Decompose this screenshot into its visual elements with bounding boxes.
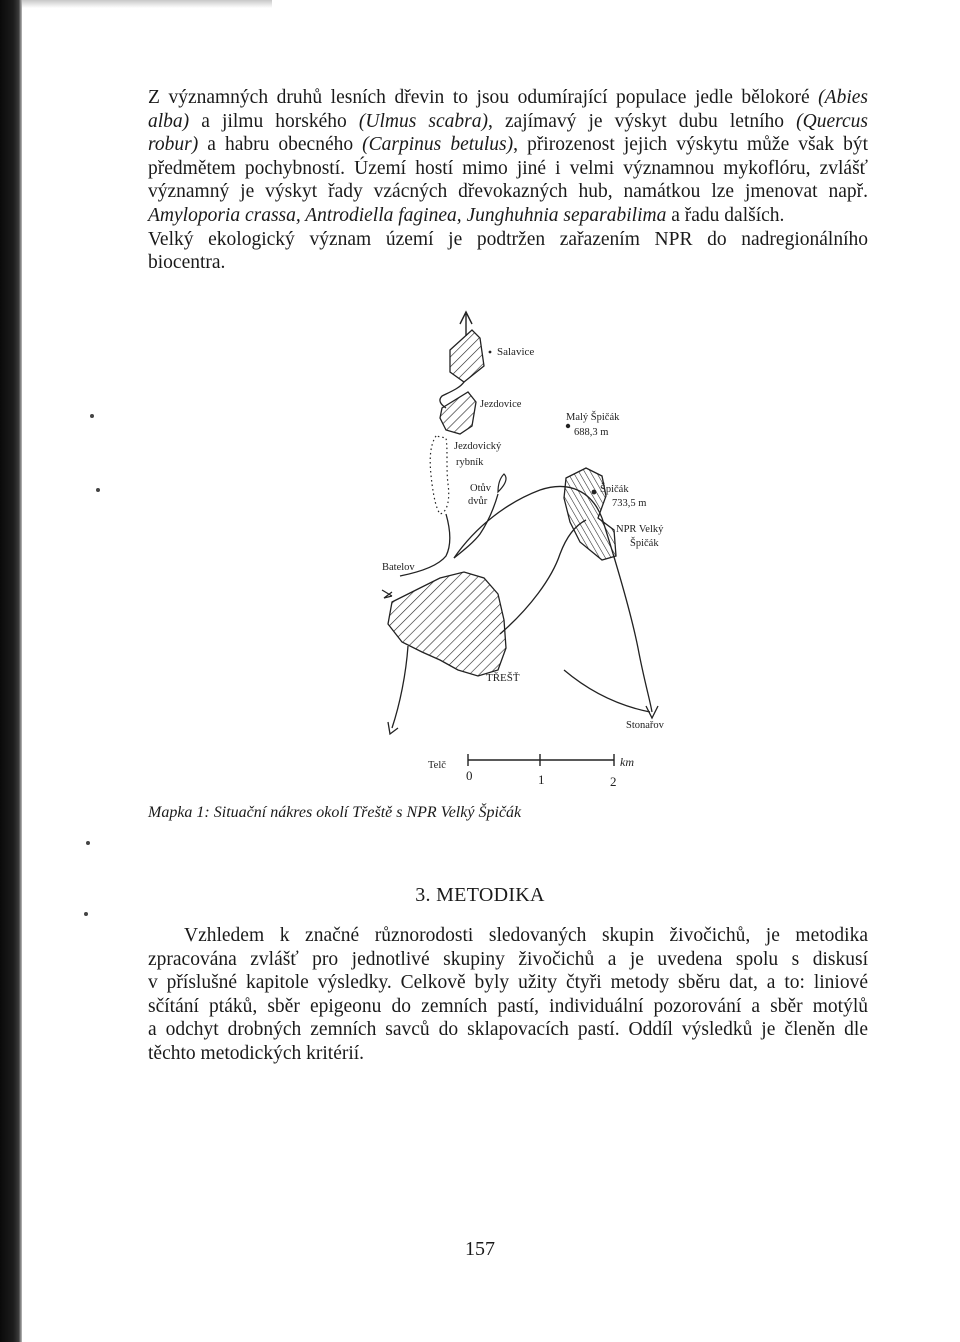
scan-edge-shadow	[0, 0, 22, 1342]
text-line: Vzhledem k značné různorodosti sledovaných skupin živočichů, je metodika	[184, 925, 868, 946]
scan-speck	[96, 488, 100, 492]
text-line: v příslušné kapitole výsledky. Celkově byly užity čtyři metody sběru dat, a to: liniové	[148, 972, 868, 994]
text-line: robur) a habru obecného (Carpinus betulus), přirozenost jejich výskytu může však být	[148, 134, 868, 156]
scale-zero: 0	[466, 768, 473, 783]
jezdovicky-label: Jezdovický	[454, 441, 502, 452]
npr-label: NPR Velký	[616, 524, 664, 535]
otuv-label: Otův	[470, 483, 491, 494]
scale-two: 2	[610, 774, 617, 789]
map-caption: Mapka 1: Situační nákres okolí Třeště s NPR Velký Špičák	[148, 804, 522, 821]
scale-one: 1	[538, 772, 545, 787]
maly-spicak-altitude: 688,3 m	[574, 427, 609, 438]
scan-speck	[84, 912, 88, 916]
text-line: Amyloporia crassa, Antrodiella faginea, Junghuhnia separabilima a řadu dalších.	[148, 204, 785, 226]
dvur-label: dvůr	[468, 496, 488, 507]
text-line: sčítání ptáků, sběr epigeonu do zemních pastí, individuální pozorování a sběr motýlů	[148, 995, 868, 1017]
jezdovice-village-shape	[440, 392, 476, 434]
trest-town-shape	[388, 572, 506, 676]
batelov-label: Batelov	[382, 562, 415, 573]
batelov-arrow-icon	[382, 590, 392, 598]
jezdovicky-pond-shape	[430, 436, 449, 514]
text-line: a odchyt drobných zemních savců do sklapovacích pastí. Oddíl výsledků je členěn dle	[148, 1019, 868, 1041]
npr-velky-spicak-shape	[564, 468, 616, 560]
scan-speck	[86, 841, 90, 845]
rybnik-label: rybník	[456, 457, 484, 468]
jezdovice-label: Jezdovice	[480, 399, 522, 410]
text-line: alba) a jilmu horského (Ulmus scabra), zajímavý je výskyt dubu letního (Quercus	[148, 110, 868, 132]
methods-paragraph	[148, 924, 868, 1066]
text-line: předmětem pochybností. Území hostí mimo jiné i velmi významnou mykoflóru, zvlášť	[148, 157, 868, 179]
text-line: Z významných druhů lesních dřevin to jsou odumírající populace jedle bělokoré (Abies	[148, 87, 868, 108]
text-line: Velký ekologický význam území je podtržen zařazením NPR do nadregionálního	[148, 228, 868, 250]
situation-map	[380, 308, 700, 796]
salavice-label: Salavice	[497, 346, 535, 358]
text-line: biocentra.	[148, 252, 226, 274]
maly-spicak-label: Malý Špičák	[566, 412, 620, 423]
trest-label: TŘEŠŤ	[486, 672, 520, 684]
salavice-village-shape	[450, 330, 484, 382]
section-heading: 3. METODIKA	[415, 884, 545, 906]
spicak-altitude: 733,5 m	[612, 498, 647, 509]
scale-unit: km	[620, 755, 634, 769]
text-line: významný je výskyt řady vzácných dřevokazných hub, namátkou lze jmenovat např.	[148, 181, 868, 203]
scan-top-shadow	[22, 0, 272, 8]
scale-bar	[466, 754, 634, 789]
telc-label: Telč	[428, 760, 446, 771]
spicak-label: Špičák	[600, 484, 629, 495]
intro-paragraph	[148, 86, 868, 275]
text-line: zpracována zvlášť pro jednotlivé skupiny živočichů a je uvedena spolu s diskusí	[148, 948, 868, 970]
stonarov-label: Stonařov	[626, 720, 664, 731]
scan-speck	[90, 414, 94, 418]
npr-label-2: Špičák	[630, 538, 659, 549]
page-number: 157	[465, 1238, 495, 1260]
text-line: těchto metodických kritérií.	[148, 1042, 365, 1064]
